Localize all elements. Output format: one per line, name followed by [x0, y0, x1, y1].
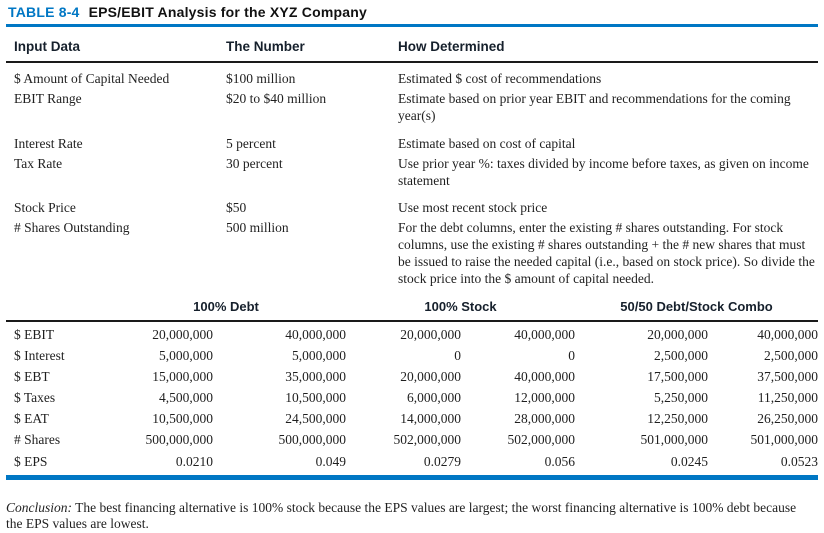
input-how-determined: Estimated $ cost of recommendations — [398, 71, 602, 86]
value-cell: 500,000,000 — [145, 432, 213, 448]
value-cell: 502,000,000 — [393, 432, 461, 448]
input-how-determined: Estimate based on cost of capital — [398, 135, 576, 151]
table-number: TABLE 8-4 — [8, 4, 80, 20]
value-cell: 0.056 — [544, 453, 576, 469]
value-cell: 0 — [568, 347, 576, 363]
value-cell: 0.0210 — [175, 453, 213, 469]
table-row — [6, 430, 818, 451]
value-cell: 10,500,000 — [285, 390, 346, 406]
row-label: $ Taxes — [14, 390, 56, 406]
value-cell: 40,000,000 — [285, 326, 346, 342]
value-cell: 0.049 — [315, 453, 346, 469]
input-name: # Shares Outstanding — [14, 220, 130, 235]
value-cell: 17,500,000 — [647, 368, 709, 384]
input-how-determined: Use prior year %: taxes divided by income before taxes, as given on income statement — [398, 155, 809, 188]
value-cell: 502,000,000 — [507, 432, 576, 448]
value-cell: 11,250,000 — [757, 390, 819, 406]
value-cell: 40,000,000 — [514, 368, 576, 384]
row-label: $ EBIT — [14, 326, 55, 342]
value-cell: 12,250,000 — [647, 411, 709, 427]
row-label: $ EAT — [14, 411, 49, 427]
input-data-table — [6, 27, 818, 289]
group-header-50-50-combo: 50/50 Debt/Stock Combo — [575, 297, 818, 321]
table-row — [6, 321, 818, 346]
table-row — [6, 387, 818, 408]
group-header-100-stock: 100% Stock — [346, 297, 575, 321]
input-number: $50 — [226, 200, 247, 215]
value-cell: 28,000,000 — [514, 411, 576, 427]
empty-corner-cell — [6, 297, 106, 321]
value-cell: 40,000,000 — [514, 326, 576, 342]
input-name: Stock Price — [14, 200, 76, 215]
table-row — [6, 409, 818, 430]
input-how-determined: Use most recent stock price — [398, 200, 548, 215]
value-cell: 14,000,000 — [400, 411, 461, 427]
value-cell: 500,000,000 — [278, 432, 346, 448]
input-name: Interest Rate — [14, 135, 83, 151]
value-cell: 5,000,000 — [159, 347, 213, 363]
conclusion-label: Conclusion: — [6, 499, 72, 515]
value-cell: 5,000,000 — [292, 347, 346, 363]
table-row — [6, 451, 818, 472]
row-label: $ EPS — [14, 453, 48, 469]
table-row — [6, 62, 818, 89]
input-name: EBIT Range — [14, 91, 82, 106]
table-row — [6, 89, 818, 126]
value-cell: 12,000,000 — [514, 390, 576, 406]
analysis-group-header-row — [6, 297, 818, 321]
value-cell: 37,500,000 — [757, 368, 819, 384]
row-label: $ EBT — [14, 368, 50, 384]
value-cell: 0.0245 — [670, 453, 709, 469]
input-name: $ Amount of Capital Needed — [14, 71, 170, 86]
value-cell: 2,500,000 — [654, 347, 709, 363]
group-header-100-debt: 100% Debt — [106, 297, 346, 321]
table-row — [6, 366, 818, 387]
value-cell: 4,500,000 — [159, 390, 213, 406]
value-cell: 0.0523 — [780, 453, 819, 469]
conclusion-text: The best financing alternative is 100% stock because the EPS values are largest; the worst financing alternative is 100% debt because the EPS values are lowest. — [6, 499, 797, 532]
input-name: Tax Rate — [14, 155, 63, 171]
eps-ebit-analysis-table — [6, 297, 818, 473]
value-cell: 20,000,000 — [152, 326, 213, 342]
value-cell: 0 — [454, 347, 461, 363]
page-title: EPS/EBIT Analysis for the XYZ Company — [88, 4, 367, 20]
input-number: $20 to $40 million — [226, 91, 327, 106]
input-how-determined: For the debt columns, enter the existing # shares outstanding. For stock columns, use the existing # shares outstanding + the # new shares that must be issued to raise the needed capital (i.e., based on stock price). So divide the stock price into the $ amount of capital needed. — [398, 220, 815, 286]
value-cell: 24,500,000 — [285, 411, 346, 427]
table-row — [6, 218, 818, 289]
table-row — [6, 190, 818, 218]
value-cell: 501,000,000 — [640, 432, 709, 448]
column-header-input-data: Input Data — [6, 27, 218, 62]
input-number: $100 million — [226, 71, 296, 86]
value-cell: 15,000,000 — [152, 368, 213, 384]
value-cell: 5,250,000 — [654, 390, 709, 406]
row-label: $ Interest — [14, 347, 65, 363]
input-number: 500 million — [226, 220, 289, 235]
input-table-header-row — [6, 27, 818, 62]
value-cell: 20,000,000 — [647, 326, 709, 342]
value-cell: 6,000,000 — [407, 390, 461, 406]
value-cell: 40,000,000 — [757, 326, 819, 342]
value-cell: 501,000,000 — [750, 432, 819, 448]
row-label: # Shares — [14, 432, 61, 448]
table-row — [6, 345, 818, 366]
value-cell: 20,000,000 — [400, 326, 461, 342]
value-cell: 0.0279 — [423, 453, 461, 469]
value-cell: 10,500,000 — [152, 411, 213, 427]
value-cell: 20,000,000 — [400, 368, 461, 384]
table-row — [6, 153, 818, 190]
column-header-the-number: The Number — [218, 27, 390, 62]
value-cell: 35,000,000 — [285, 368, 346, 384]
input-how-determined: Estimate based on prior year EBIT and recommendations for the coming year(s) — [398, 91, 791, 123]
conclusion-paragraph — [6, 494, 818, 533]
value-cell: 26,250,000 — [757, 411, 819, 427]
table-caption — [6, 4, 818, 20]
bottom-divider — [6, 475, 818, 480]
input-number: 5 percent — [226, 135, 276, 151]
column-header-how-determined: How Determined — [390, 27, 818, 62]
input-number: 30 percent — [226, 155, 283, 171]
table-row — [6, 126, 818, 154]
value-cell: 2,500,000 — [764, 347, 819, 363]
